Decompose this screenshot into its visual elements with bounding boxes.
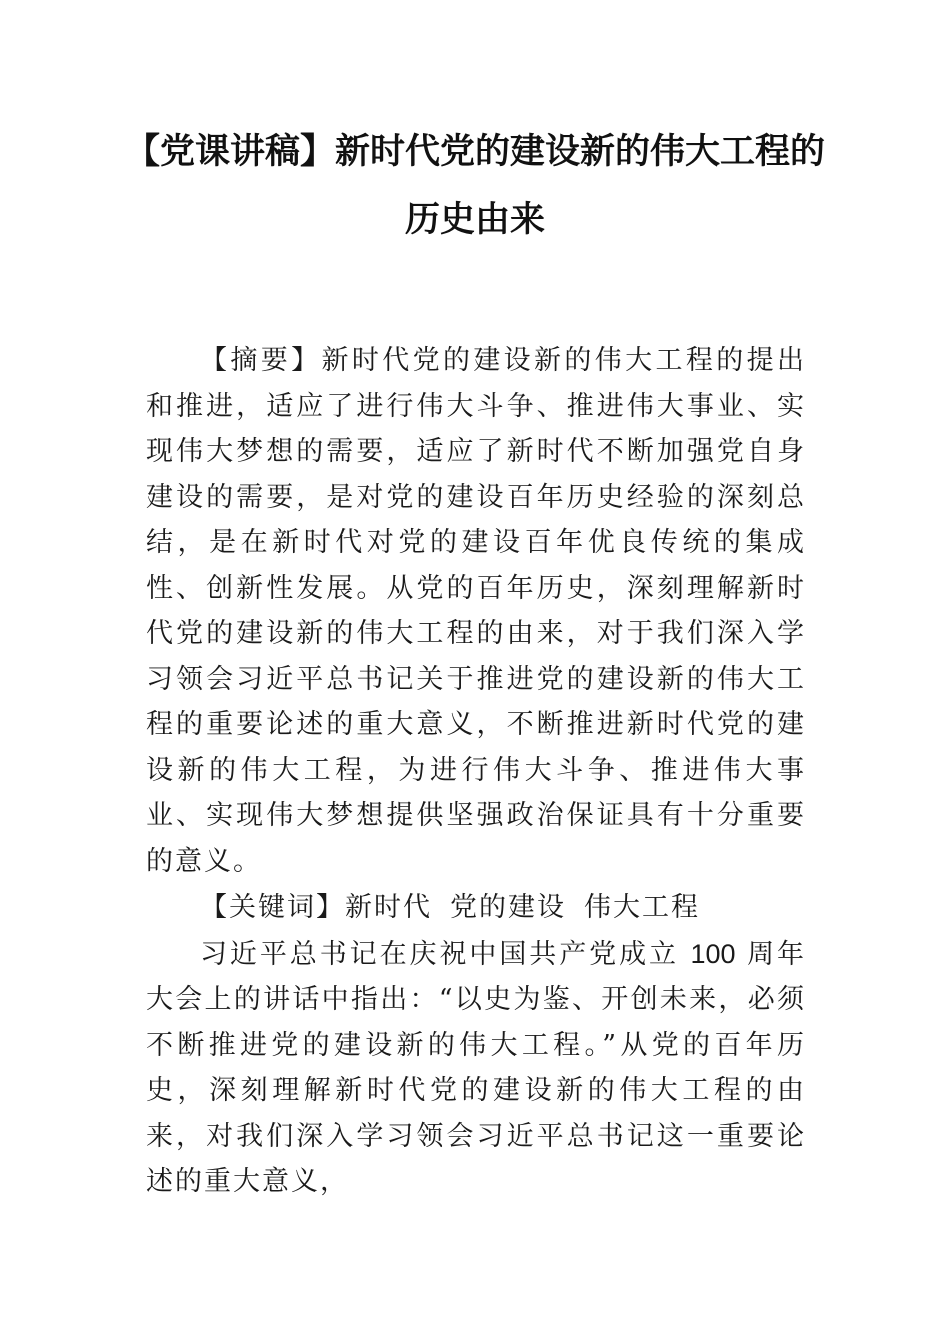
keyword-1: 新时代 (345, 892, 432, 923)
body-paragraph (146, 932, 806, 1205)
keywords-paragraph (146, 885, 806, 931)
body-text-part-2: 周年大会上的讲话中指出：“以史为鉴、开创未来，必须不断推进党的建设新的伟大工程。”从党的百年历史，深刻理解新时代党的建设新的伟大工程的由来，对我们深入学习领会习近平总书记这一重要论述的重大意义， (146, 938, 807, 1197)
body-text-part-1: 习近平总书记在庆祝中国共产党成立 (200, 938, 679, 970)
abstract-paragraph: 【摘要】新时代党的建设新的伟大工程的提出和推进，适应了进行伟大斗争、推进伟大事业、实现伟大梦想的需要，适应了新时代不断加强党自身建设的需要，是对党的建设百年历史经验的深刻总结，是在新时代对党的建设百年优良传统的集成性、创新性发展。从党的百年历史，深刻理解新时代党的建设新的伟大工程的由来，对于我们深入学习领会习近平总书记关于推进党的建设新的伟大工程的重要论述的重大意义，不断推进新时代党的建设新的伟大工程，为进行伟大斗争、推进伟大事业、实现伟大梦想提供坚强政治保证具有十分重要的意义。 (146, 345, 806, 877)
title-line-2: 历史由来 (404, 199, 545, 240)
title-line-1: 【党课讲稿】新时代党的建设新的伟大工程的 (124, 131, 825, 172)
body-number: 100 (690, 938, 736, 969)
keywords-label: 【关键词】 (200, 892, 345, 923)
keyword-2: 党的建设 (450, 892, 566, 923)
keyword-3: 伟大工程 (584, 892, 700, 923)
document-body (146, 338, 806, 1205)
document-title (100, 118, 850, 254)
